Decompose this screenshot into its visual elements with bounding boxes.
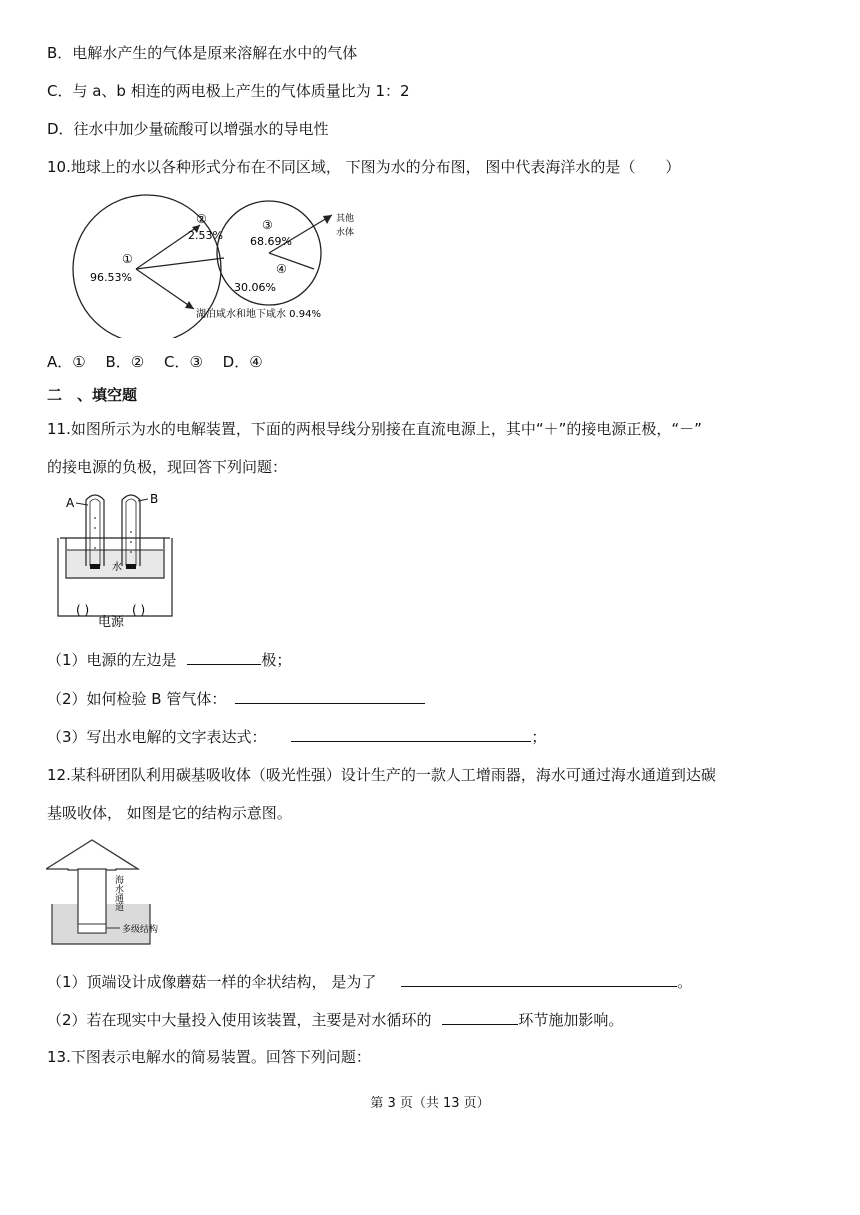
- question-12-2-text: （2）若在现实中大量投入使用该装置，主要是对水循环的: [47, 1011, 432, 1029]
- electrolysis-apparatus-figure: [52, 488, 182, 633]
- label-b: B: [150, 492, 159, 506]
- pct-2: 2.53%: [188, 229, 223, 242]
- label-a: A: [66, 496, 75, 510]
- other-water-2: 水体: [336, 228, 354, 238]
- question-12-line1: 12.某科研团队利用碳基吸收体（吸光性强）设计生产的一款人工增雨器，海水可通过海水通道到达碳: [47, 766, 716, 784]
- question-11-3-text: （3）写出水电解的文字表达式：: [47, 728, 267, 746]
- section-title-fill-in: 二 、填空题: [47, 386, 138, 404]
- answer-blank-12-2[interactable]: [442, 1008, 518, 1025]
- pct-1: 96.53%: [90, 271, 132, 284]
- answer-blank-12-1[interactable]: [401, 970, 677, 987]
- question-11-2: [47, 687, 425, 710]
- electrode-right: [126, 564, 136, 569]
- option-9c: C．与 a、b 相连的两电极上产生的气体质量比为 1：2: [47, 82, 410, 100]
- label-4: ④: [276, 262, 287, 276]
- answer-blank-11-1[interactable]: [187, 648, 261, 665]
- pct-4: 30.06%: [234, 281, 276, 294]
- question-11-3: [47, 725, 546, 748]
- question-11-line1: 11.如图所示为水的电解装置，下面的两根导线分别接在直流电源上，其中“＋”的接电源正极，“－”: [47, 420, 702, 438]
- answer-blank-11-2[interactable]: [235, 687, 425, 704]
- question-11-1: [47, 648, 291, 671]
- question-11-1-text: （1）电源的左边是: [47, 651, 177, 669]
- answer-blank-11-3[interactable]: [291, 725, 531, 742]
- question-12-1-suffix: 。: [677, 973, 693, 991]
- power-right-paren: ( ): [132, 603, 146, 617]
- mushroom-cap: [46, 840, 138, 870]
- other-water-1: 其他: [336, 214, 354, 224]
- option-9b: B．电解水产生的气体是原来溶解在水中的气体: [47, 44, 358, 62]
- question-11-1-suffix: 极；: [261, 651, 292, 669]
- question-10-options: A．① B．② C．③ D．④: [47, 353, 263, 371]
- power-label: 电源: [98, 615, 125, 630]
- rain-enhancer-device-figure: [46, 836, 176, 948]
- option-9d: D．往水中加少量硫酸可以增强水的导电性: [47, 120, 329, 138]
- question-13: 13.下图表示电解水的简易装置。回答下列问题：: [47, 1048, 371, 1066]
- page-footer: 第 3 页（共 13 页）: [370, 1096, 490, 1111]
- question-12-line2: 基吸收体， 如图是它的结构示意图。: [47, 804, 292, 822]
- label-3: ③: [262, 218, 273, 232]
- channel-label: 海水通道: [87, 875, 123, 885]
- question-11-3-suffix: ；: [531, 728, 547, 746]
- lake-saltwater-label: 湖泊咸水和地下咸水 0.94%: [196, 309, 321, 320]
- question-12-2: [47, 1008, 623, 1031]
- question-10: 10.地球上的水以各种形式分布在不同区域， 下图为水的分布图， 图中代表海洋水的是（ ）: [47, 158, 681, 176]
- label-1: ①: [122, 252, 133, 266]
- power-left-paren: ( ): [76, 603, 90, 617]
- water-label: 水: [112, 562, 122, 573]
- structure-label: 多级结构: [122, 925, 159, 935]
- pct-3: 68.69%: [250, 235, 292, 248]
- question-12-1: [47, 970, 692, 993]
- question-11-line2: 的接电源的负极，现回答下列问题：: [47, 458, 288, 476]
- question-11-2-text: （2）如何检验 B 管气体：: [47, 690, 227, 708]
- label-2: ②: [196, 212, 207, 226]
- water-distribution-figure: [64, 193, 354, 338]
- question-12-1-text: （1）顶端设计成像蘑菇一样的伞状结构， 是为了: [47, 973, 377, 991]
- question-12-2-suffix: 环节施加影响。: [518, 1011, 624, 1029]
- electrode-left: [90, 564, 100, 569]
